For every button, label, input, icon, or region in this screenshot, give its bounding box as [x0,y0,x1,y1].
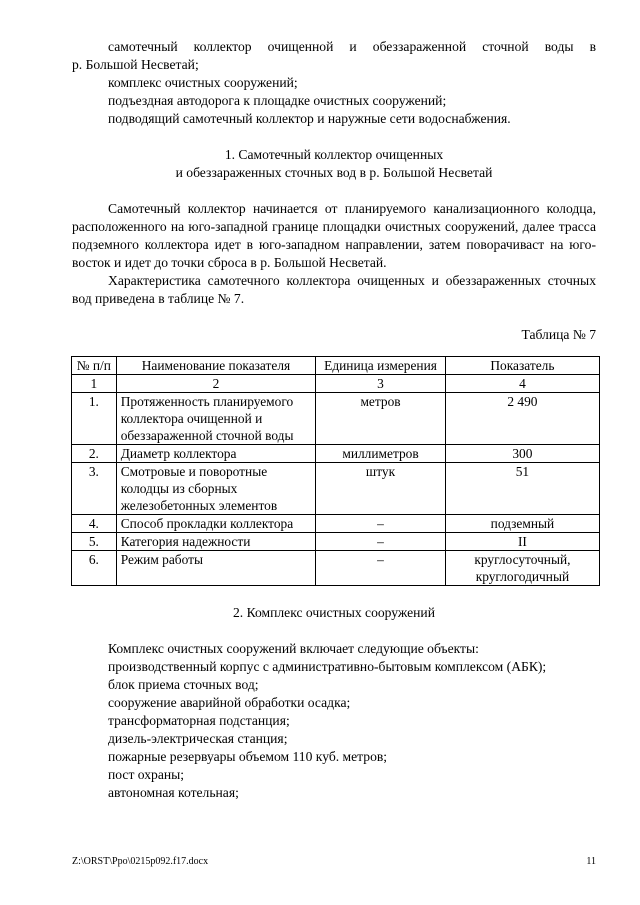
table-cell: 300 [445,445,599,463]
section2-item: блок приема сточных вод; [108,677,259,692]
table-cell: 6. [72,551,117,586]
document-page [72,38,596,802]
table-cell: круглосуточный, круглогодичный [445,551,599,586]
table-index-row [72,375,600,393]
section1-heading-line: и обеззараженных сточных вод в р. Большой Несветай [175,165,493,180]
table-caption: Таблица № 7 [521,327,596,342]
table-header-cell: Единица измерения [316,357,446,375]
table-cell: 2 490 [445,393,599,445]
page-number: 11 [586,856,596,867]
section2-heading: 2. Комплекс очистных сооружений [233,605,435,620]
table-cell: штук [316,463,446,515]
section1-paragraph: Самотечный коллектор начинается от планируемого канализационного колодца, расположенного на юго-западной границе площадки очистных сооружений, далее трасса подземного коллектора идет в юго-западном направлении, затем поворачиваст на юго-восток и идет до точки сброса в р. Большой Несветай. [72,201,596,270]
file-path: Z:\ORST\Ppo\0215p092.f17.docx [72,856,209,867]
section1-heading-line: 1. Самотечный коллектор очищенных [224,147,444,162]
section2-item: автономная котельная; [108,785,239,800]
section2-item: производственный корпус с административно-бытовым комплексом (АБК); [108,659,547,674]
table-cell: подземный [445,515,599,533]
table-cell: Смотровые и поворотные колодцы из сборных железобетонных элементов [116,463,316,515]
table-cell: 5. [72,533,117,551]
characteristics-table [71,356,600,586]
table-header-cell: Наименование показателя [116,357,316,375]
table-cell: 1 [72,375,117,393]
intro-line: р. Большой Несветай; [72,57,199,72]
intro-line: подводящий самотечный коллектор и наружные сети водоснабжения. [108,111,511,126]
table-row [72,463,600,515]
table-cell: 3 [316,375,446,393]
table-cell: Диаметр коллектора [116,445,316,463]
table-cell: 3. [72,463,117,515]
table-cell: – [316,533,446,551]
section2-intro: Комплекс очистных сооружений включает следующие объекты: [108,641,479,656]
section1-paragraph: Характеристика самотечного коллектора очищенных и обеззараженных сточных вод приведена в таблице № 7. [72,273,596,306]
section1-heading [72,146,596,182]
table-row [72,551,600,586]
table-cell: 51 [445,463,599,515]
intro-line: самотечный коллектор очищенной и обеззараженной сточной воды в [108,39,596,54]
table-cell: – [316,551,446,586]
table-cell: II [445,533,599,551]
intro-line: подъездная автодорога к площадке очистных сооружений; [108,93,447,108]
section2-item: пожарные резервуары объемом 110 куб. метров; [108,749,388,764]
table-header-cell: Показатель [445,357,599,375]
section2-item: дизель-электрическая станция; [108,731,288,746]
table-cell: Режим работы [116,551,316,586]
table-cell: 2. [72,445,117,463]
table-cell: 1. [72,393,117,445]
table-cell: 2 [116,375,316,393]
intro-list [72,38,596,128]
table-cell: – [316,515,446,533]
table-row [72,393,600,445]
table-cell: миллиметров [316,445,446,463]
intro-line: комплекс очистных сооружений; [108,75,298,90]
section2-list [72,640,596,802]
table-row [72,533,600,551]
table-cell: Способ прокладки коллектора [116,515,316,533]
table-cell: 4 [445,375,599,393]
table-cell: Протяженность планируемого коллектора очищенной и обеззараженной сточной воды [116,393,316,445]
table-row [72,445,600,463]
table-cell: 4. [72,515,117,533]
section2-item: пост охраны; [108,767,185,782]
table-row [72,515,600,533]
table-cell: Категория надежности [116,533,316,551]
table-header-cell: № п/п [72,357,117,375]
section2-item: сооружение аварийной обработки осадка; [108,695,351,710]
table-header-row [72,357,600,375]
section2-item: трансформаторная подстанция; [108,713,290,728]
table-cell: метров [316,393,446,445]
